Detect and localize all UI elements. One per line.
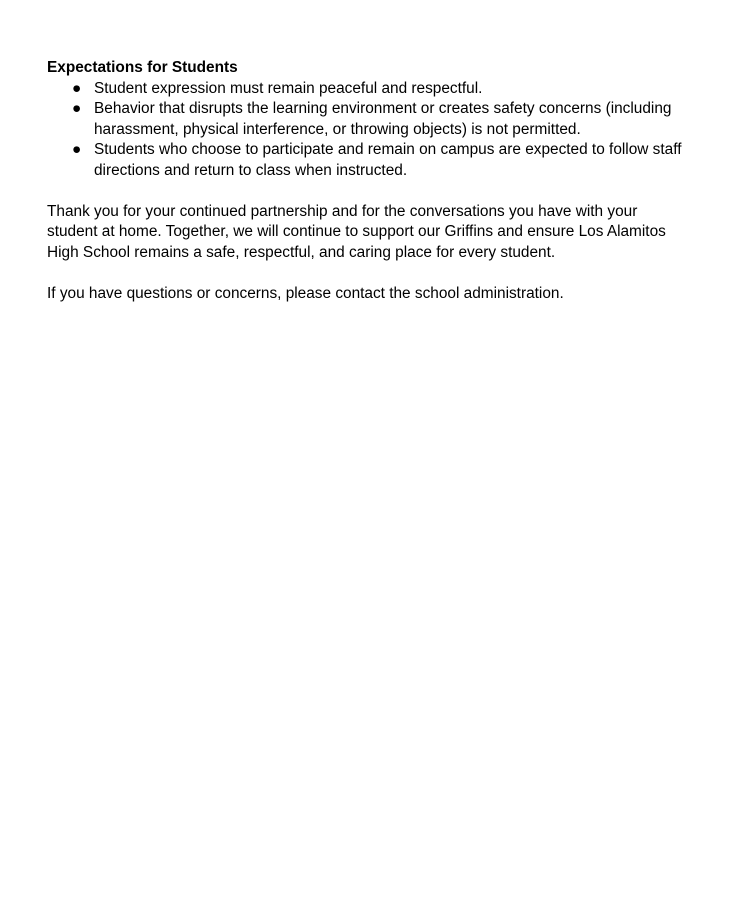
thank-you-paragraph: Thank you for your continued partnership and for the conversations you have with your student at home. Together, we will continue to support our Griffins and ensure Los Alamitos High School remains a safe, respectful, and caring place for every student.	[47, 202, 666, 261]
contact-paragraph: If you have questions or concerns, please contact the school administration.	[47, 284, 564, 302]
list-item-text: Students who choose to participate and remain on campus are expected to follow staff directions and return to class when instructed.	[94, 141, 682, 179]
spacer	[47, 181, 687, 202]
list-item	[47, 99, 687, 140]
list-item	[47, 79, 687, 100]
section-heading: Expectations for Students	[47, 59, 238, 76]
spacer	[47, 263, 687, 284]
bullet-icon: ●	[72, 79, 82, 97]
list-item	[47, 140, 687, 181]
document-body	[47, 58, 687, 304]
bullet-icon: ●	[72, 141, 82, 158]
list-item-text: Student expression must remain peaceful and respectful.	[94, 79, 483, 97]
bullet-icon: ●	[72, 100, 82, 117]
expectations-list	[47, 79, 687, 182]
list-item-text: Behavior that disrupts the learning environment or creates safety concerns (including harassment, physical interference, or throwing objects) is not permitted.	[94, 100, 672, 138]
